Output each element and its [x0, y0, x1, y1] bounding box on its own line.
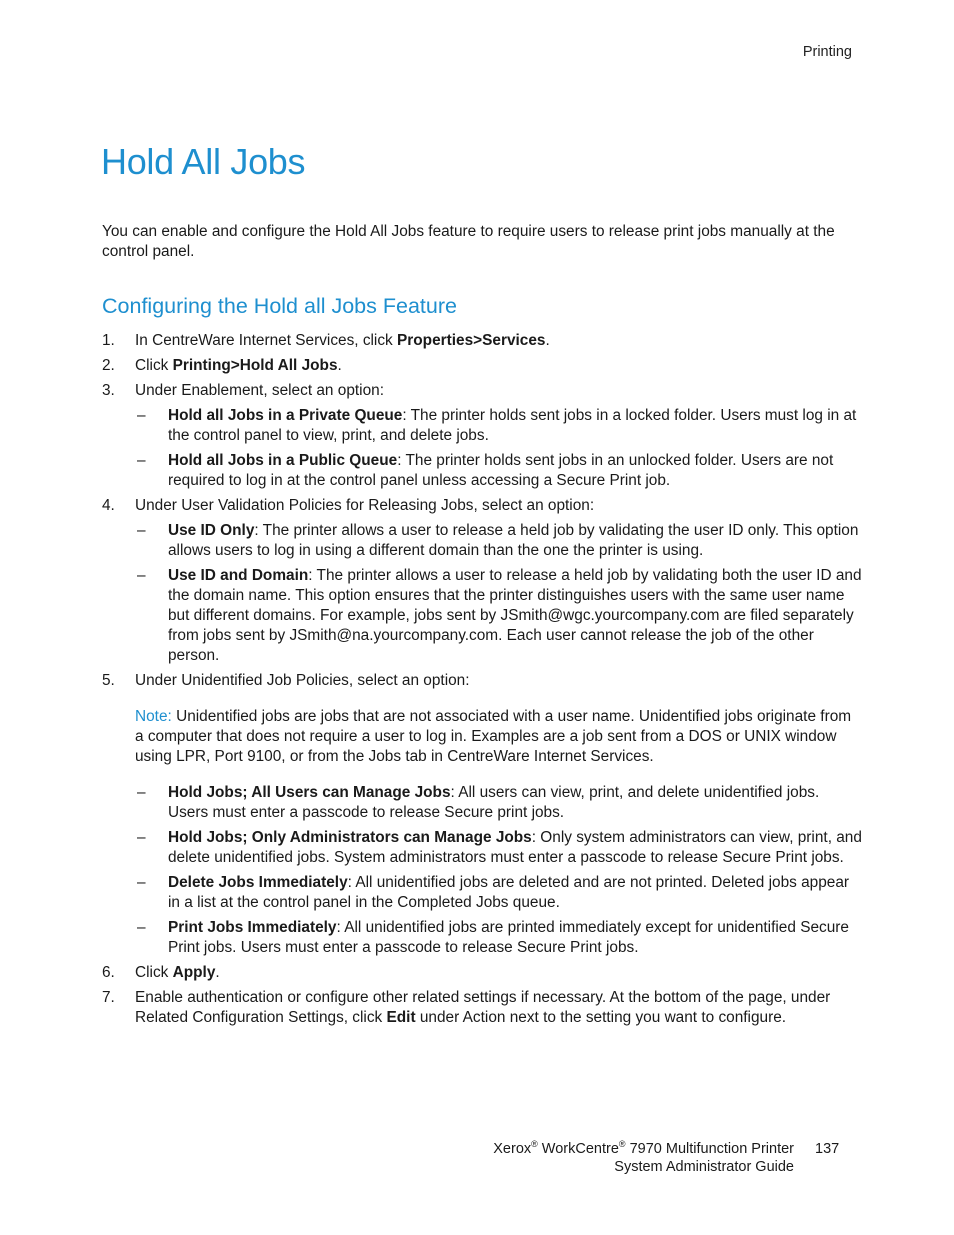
step-number: 2. — [102, 357, 115, 374]
intro-paragraph: You can enable and configure the Hold All Jobs feature to require users to release print jobs manually at the control panel. — [102, 223, 835, 260]
option-desc: : All unidentified jobs are deleted and are not printed. Deleted jobs appear in a list at the control panel in the Completed Jobs queue. — [168, 874, 850, 911]
step-text: Under Unidentified Job Policies, select an option: — [135, 672, 470, 689]
step-bold: Printing>Hold All Jobs — [172, 357, 338, 374]
option-item — [135, 406, 862, 446]
step-number: 5. — [102, 672, 115, 689]
step-text: Under User Validation Policies for Releasing Jobs, select an option: — [135, 497, 595, 514]
steps-list — [102, 331, 862, 1033]
note — [135, 707, 862, 767]
option-desc: : Only system administrators can view, print, and delete unidentified jobs. System administrators must enter a passcode to release Secure Print jobs. — [168, 829, 862, 866]
page-number: 137 — [815, 1141, 840, 1157]
step-2 — [102, 356, 862, 376]
dash-bullet: – — [137, 452, 146, 469]
step-text: Click — [135, 357, 173, 374]
option-item — [135, 828, 862, 868]
footer-model: 7970 Multifunction Printer — [625, 1141, 794, 1157]
option-desc: : All unidentified jobs are printed immediately except for unidentified Secure Print jobs. Users must enter a passcode to release Secure Print jobs. — [168, 919, 849, 956]
option-item — [135, 566, 862, 666]
dash-bullet: – — [137, 522, 146, 539]
step-text-end: . — [215, 964, 220, 981]
step-number: 7. — [102, 989, 115, 1006]
dash-bullet: – — [137, 919, 146, 936]
option-desc: : The printer holds sent jobs in a locked folder. Users must log in at the control panel to view, print, and delete jobs. — [168, 407, 857, 444]
registered-mark: ® — [618, 1139, 626, 1150]
option-name: Hold all Jobs in a Public Queue — [168, 452, 398, 469]
option-name: Hold all Jobs in a Private Queue — [168, 407, 403, 424]
step-3 — [102, 381, 862, 491]
option-list — [135, 521, 862, 666]
option-desc: : The printer allows a user to release a held job by validating both the user ID and the domain name. This option ensures that the printer distinguishes users with the same user name but different domains. For example, jobs sent by JSmith@wgc.yourcompany.com are filed separately from jobs sent by JSmith@na.yourcompany.com. Each user cannot release the job of the other person. — [168, 567, 862, 664]
option-name: Hold Jobs; Only Administrators can Manage Jobs — [168, 829, 532, 846]
step-text: Enable authentication or configure other related settings if necessary. At the bottom of the page, under Related Configuration Settings, click — [135, 989, 831, 1026]
option-item — [135, 783, 862, 823]
step-bold: Edit — [386, 1009, 416, 1026]
page-title: Hold All Jobs — [101, 141, 306, 182]
note-text: Unidentified jobs are jobs that are not associated with a user name. Unidentified jobs originate from a computer that does not require a user to log in. Examples are a job sent from a DOS or UNIX window using LPR, Port 9100, or from the Jobs tab in CentreWare Internet Services. — [135, 708, 852, 765]
step-number: 6. — [102, 964, 115, 981]
step-number: 3. — [102, 382, 115, 399]
option-item — [135, 521, 862, 561]
step-7 — [102, 988, 862, 1028]
option-name: Print Jobs Immediately — [168, 919, 337, 936]
option-item — [135, 873, 862, 913]
footer-product: WorkCentre — [537, 1141, 619, 1157]
step-number: 1. — [102, 332, 115, 349]
dash-bullet: – — [137, 567, 146, 584]
option-name: Use ID Only — [168, 522, 255, 539]
registered-mark: ® — [531, 1139, 538, 1150]
dash-bullet: – — [137, 407, 146, 424]
dash-bullet: – — [137, 874, 146, 891]
step-text: Click — [135, 964, 173, 981]
step-text-end: . — [337, 357, 342, 374]
step-5 — [102, 671, 862, 958]
step-6 — [102, 963, 862, 983]
option-item — [135, 451, 862, 491]
step-text: Under Enablement, select an option: — [135, 382, 384, 399]
option-name: Delete Jobs Immediately — [168, 874, 348, 891]
option-desc: : The printer holds sent jobs in an unlocked folder. Users are not required to log in at the control panel unless accessing a Secure Print job. — [168, 452, 834, 489]
step-text-end: . — [545, 332, 550, 349]
option-desc: : All users can view, print, and delete unidentified jobs. Users must enter a passcode to release Secure print jobs. — [168, 784, 820, 821]
dash-bullet: – — [137, 829, 146, 846]
option-desc: : The printer allows a user to release a held job by validating the user ID only. This option allows users to log in using a different domain than the one the printer is using. — [168, 522, 859, 559]
step-text: In CentreWare Internet Services, click — [135, 332, 398, 349]
step-bold: Apply — [172, 964, 216, 981]
option-list — [135, 783, 862, 958]
footer-brand: Xerox — [493, 1141, 532, 1157]
section-title: Configuring the Hold all Jobs Feature — [102, 294, 457, 318]
step-1 — [102, 331, 862, 351]
dash-bullet: – — [137, 784, 146, 801]
footer — [493, 1140, 794, 1176]
note-label: Note: — [135, 708, 172, 725]
option-name: Use ID and Domain — [168, 567, 309, 584]
option-list — [135, 406, 862, 491]
option-item — [135, 918, 862, 958]
footer-product-line — [493, 1140, 794, 1158]
footer-guide: System Administrator Guide — [614, 1159, 794, 1175]
step-4 — [102, 496, 862, 666]
step-number: 4. — [102, 497, 115, 514]
option-name: Hold Jobs; All Users can Manage Jobs — [168, 784, 451, 801]
running-header: Printing — [802, 44, 852, 60]
step-bold: Properties>Services — [397, 332, 546, 349]
step-text-end: under Action next to the setting you want to configure. — [415, 1009, 787, 1026]
